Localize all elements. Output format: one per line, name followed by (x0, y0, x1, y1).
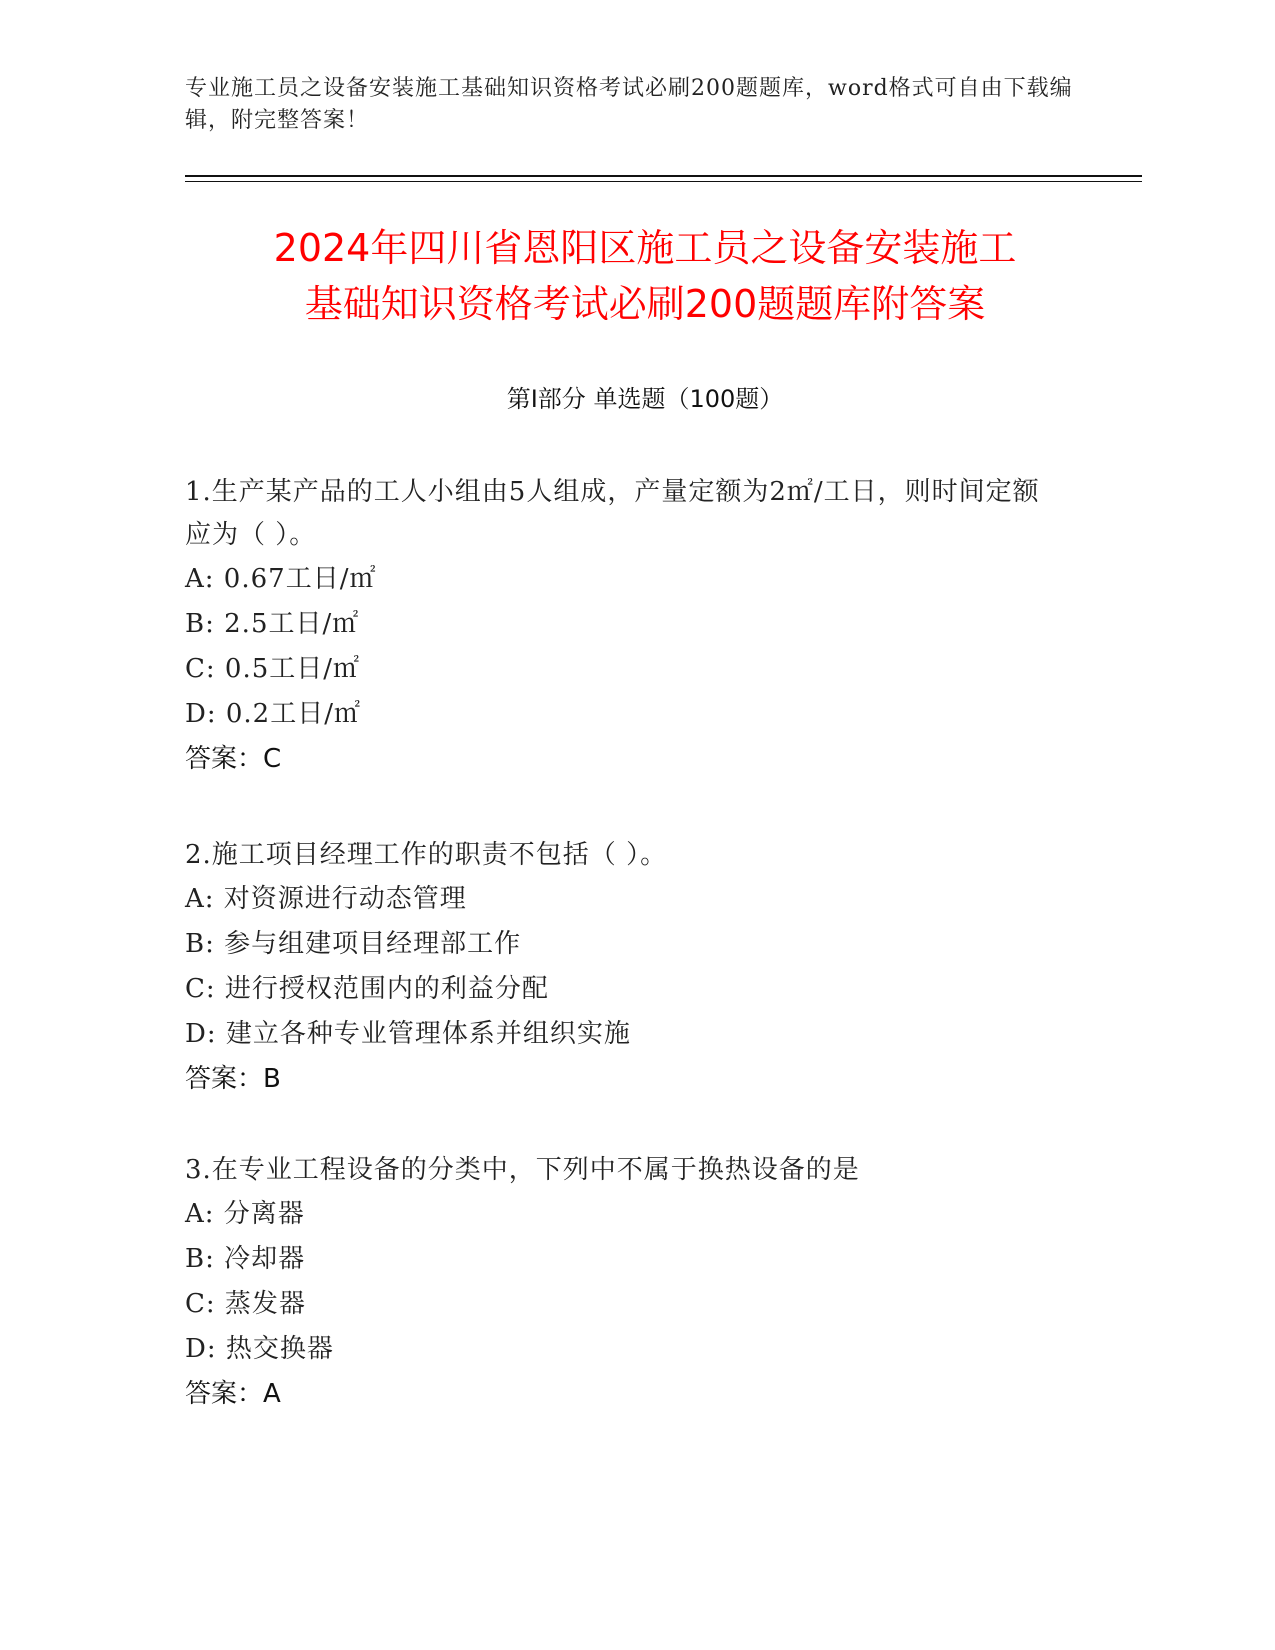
option-a: A: 对资源进行动态管理 (185, 884, 467, 914)
question-1 (185, 471, 1065, 782)
option-a: A: 分离器 (185, 1199, 305, 1229)
question-2 (185, 834, 1065, 1102)
option-d: D: 0.2工日/㎡ (185, 699, 361, 729)
option-d: D: 建立各种专业管理体系并组织实施 (185, 1019, 631, 1049)
option-c: C: 0.5工日/㎡ (185, 654, 361, 684)
option-c: C: 蒸发器 (185, 1289, 306, 1319)
option-b: B: 2.5工日/㎡ (185, 609, 360, 639)
header-note: 专业施工员之设备安装施工基础知识资格考试必刷200题题库，word格式可自由下载编辑，附完整答案！ (185, 76, 1073, 133)
option-c: C: 进行授权范围内的利益分配 (185, 974, 549, 1004)
option-a: A: 0.67工日/㎡ (185, 564, 377, 594)
title-line-2: 基础知识资格考试必刷200题题库附答案 (304, 282, 986, 326)
option-d: D: 热交换器 (185, 1334, 334, 1364)
title-line-1: 2024年四川省恩阳区施工员之设备安装施工 (273, 226, 1017, 270)
answer: 答案：B (185, 1064, 281, 1094)
document-title (185, 220, 1105, 332)
question-stem: 1.生产某产品的工人小组由5人组成，产量定额为2㎡/工日，则时间定额应为（ ）。 (185, 477, 1040, 550)
header-divider-thin (185, 181, 1142, 182)
option-b: B: 冷却器 (185, 1244, 306, 1274)
question-stem: 2.施工项目经理工作的职责不包括（ ）。 (185, 840, 668, 870)
option-b: B: 参与组建项目经理部工作 (185, 929, 522, 959)
section-title: 第Ⅰ部分 单选题（100题） (506, 385, 784, 413)
header-divider-thick (185, 175, 1142, 177)
question-3 (185, 1149, 1065, 1417)
question-stem: 3.在专业工程设备的分类中，下列中不属于换热设备的是 (185, 1155, 860, 1185)
answer: 答案：A (185, 1379, 281, 1409)
answer: 答案：C (185, 744, 282, 774)
